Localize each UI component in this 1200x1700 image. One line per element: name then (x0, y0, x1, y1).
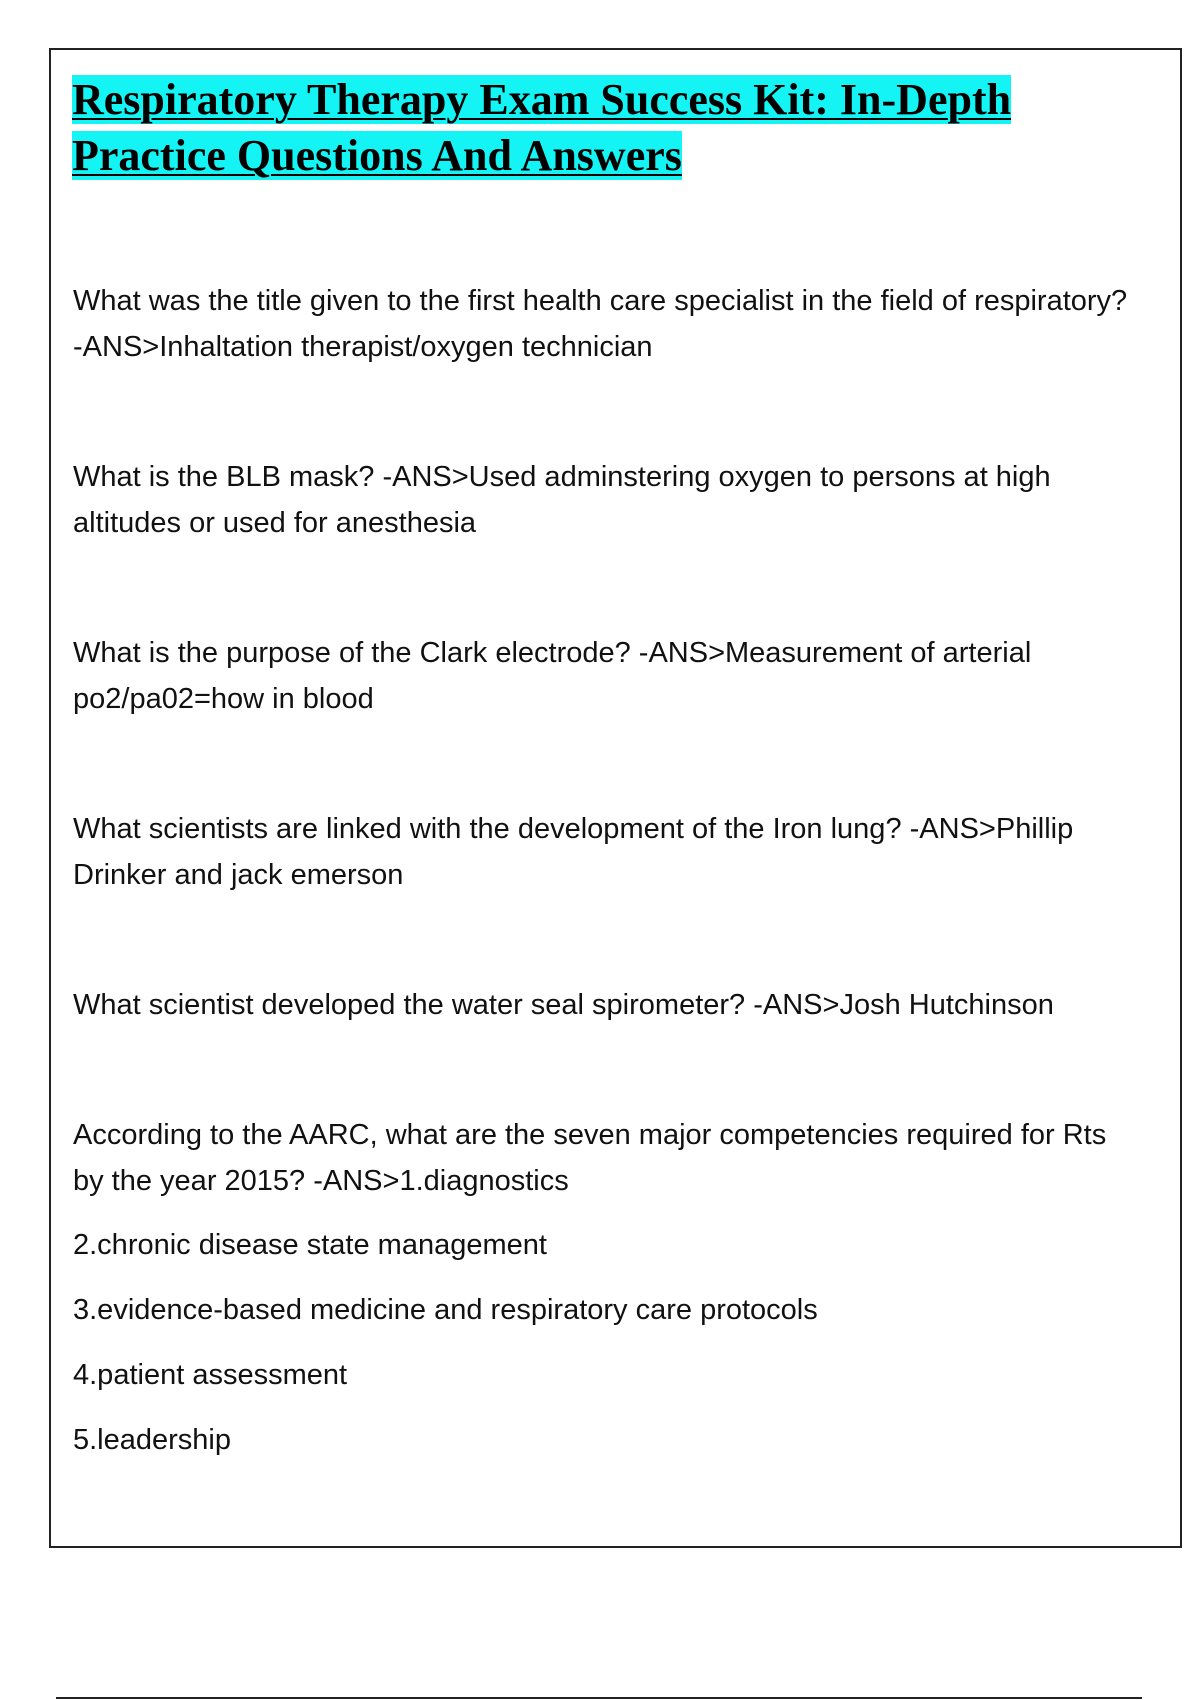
competency-3: 3.evidence-based medicine and respiratory care protocols (73, 1294, 818, 1326)
footer-rule (56, 1697, 1142, 1699)
document-title (72, 72, 1122, 184)
title-line-1: Respiratory Therapy Exam Success Kit: In-Depth (72, 75, 1012, 124)
qa-item-5: What scientist developed the water seal spirometer? -ANS>Josh Hutchinson (73, 989, 1054, 1021)
qa-list (73, 278, 1133, 1482)
title-line-2: Practice Questions And Answers (72, 131, 682, 180)
qa-item-3: What is the purpose of the Clark electrode? -ANS>Measurement of arterial po2/pa02=how in blood (73, 637, 1032, 715)
qa-item-6: According to the AARC, what are the seven major competencies required for Rts by the year 2015? -ANS>1.diagnostics (73, 1119, 1107, 1197)
qa-item-4: What scientists are linked with the development of the Iron lung? -ANS>Phillip Drinker and jack emerson (73, 813, 1074, 891)
qa-item-1: What was the title given to the first health care specialist in the field of respiratory? -ANS>Inhaltation therapist/oxygen technician (73, 285, 1128, 363)
competency-4: 4.patient assessment (73, 1359, 348, 1391)
qa-item-2: What is the BLB mask? -ANS>Used adminstering oxygen to persons at high altitudes or used for anesthesia (73, 461, 1051, 539)
competency-5: 5.leadership (73, 1424, 231, 1456)
competency-2: 2.chronic disease state management (73, 1229, 547, 1261)
